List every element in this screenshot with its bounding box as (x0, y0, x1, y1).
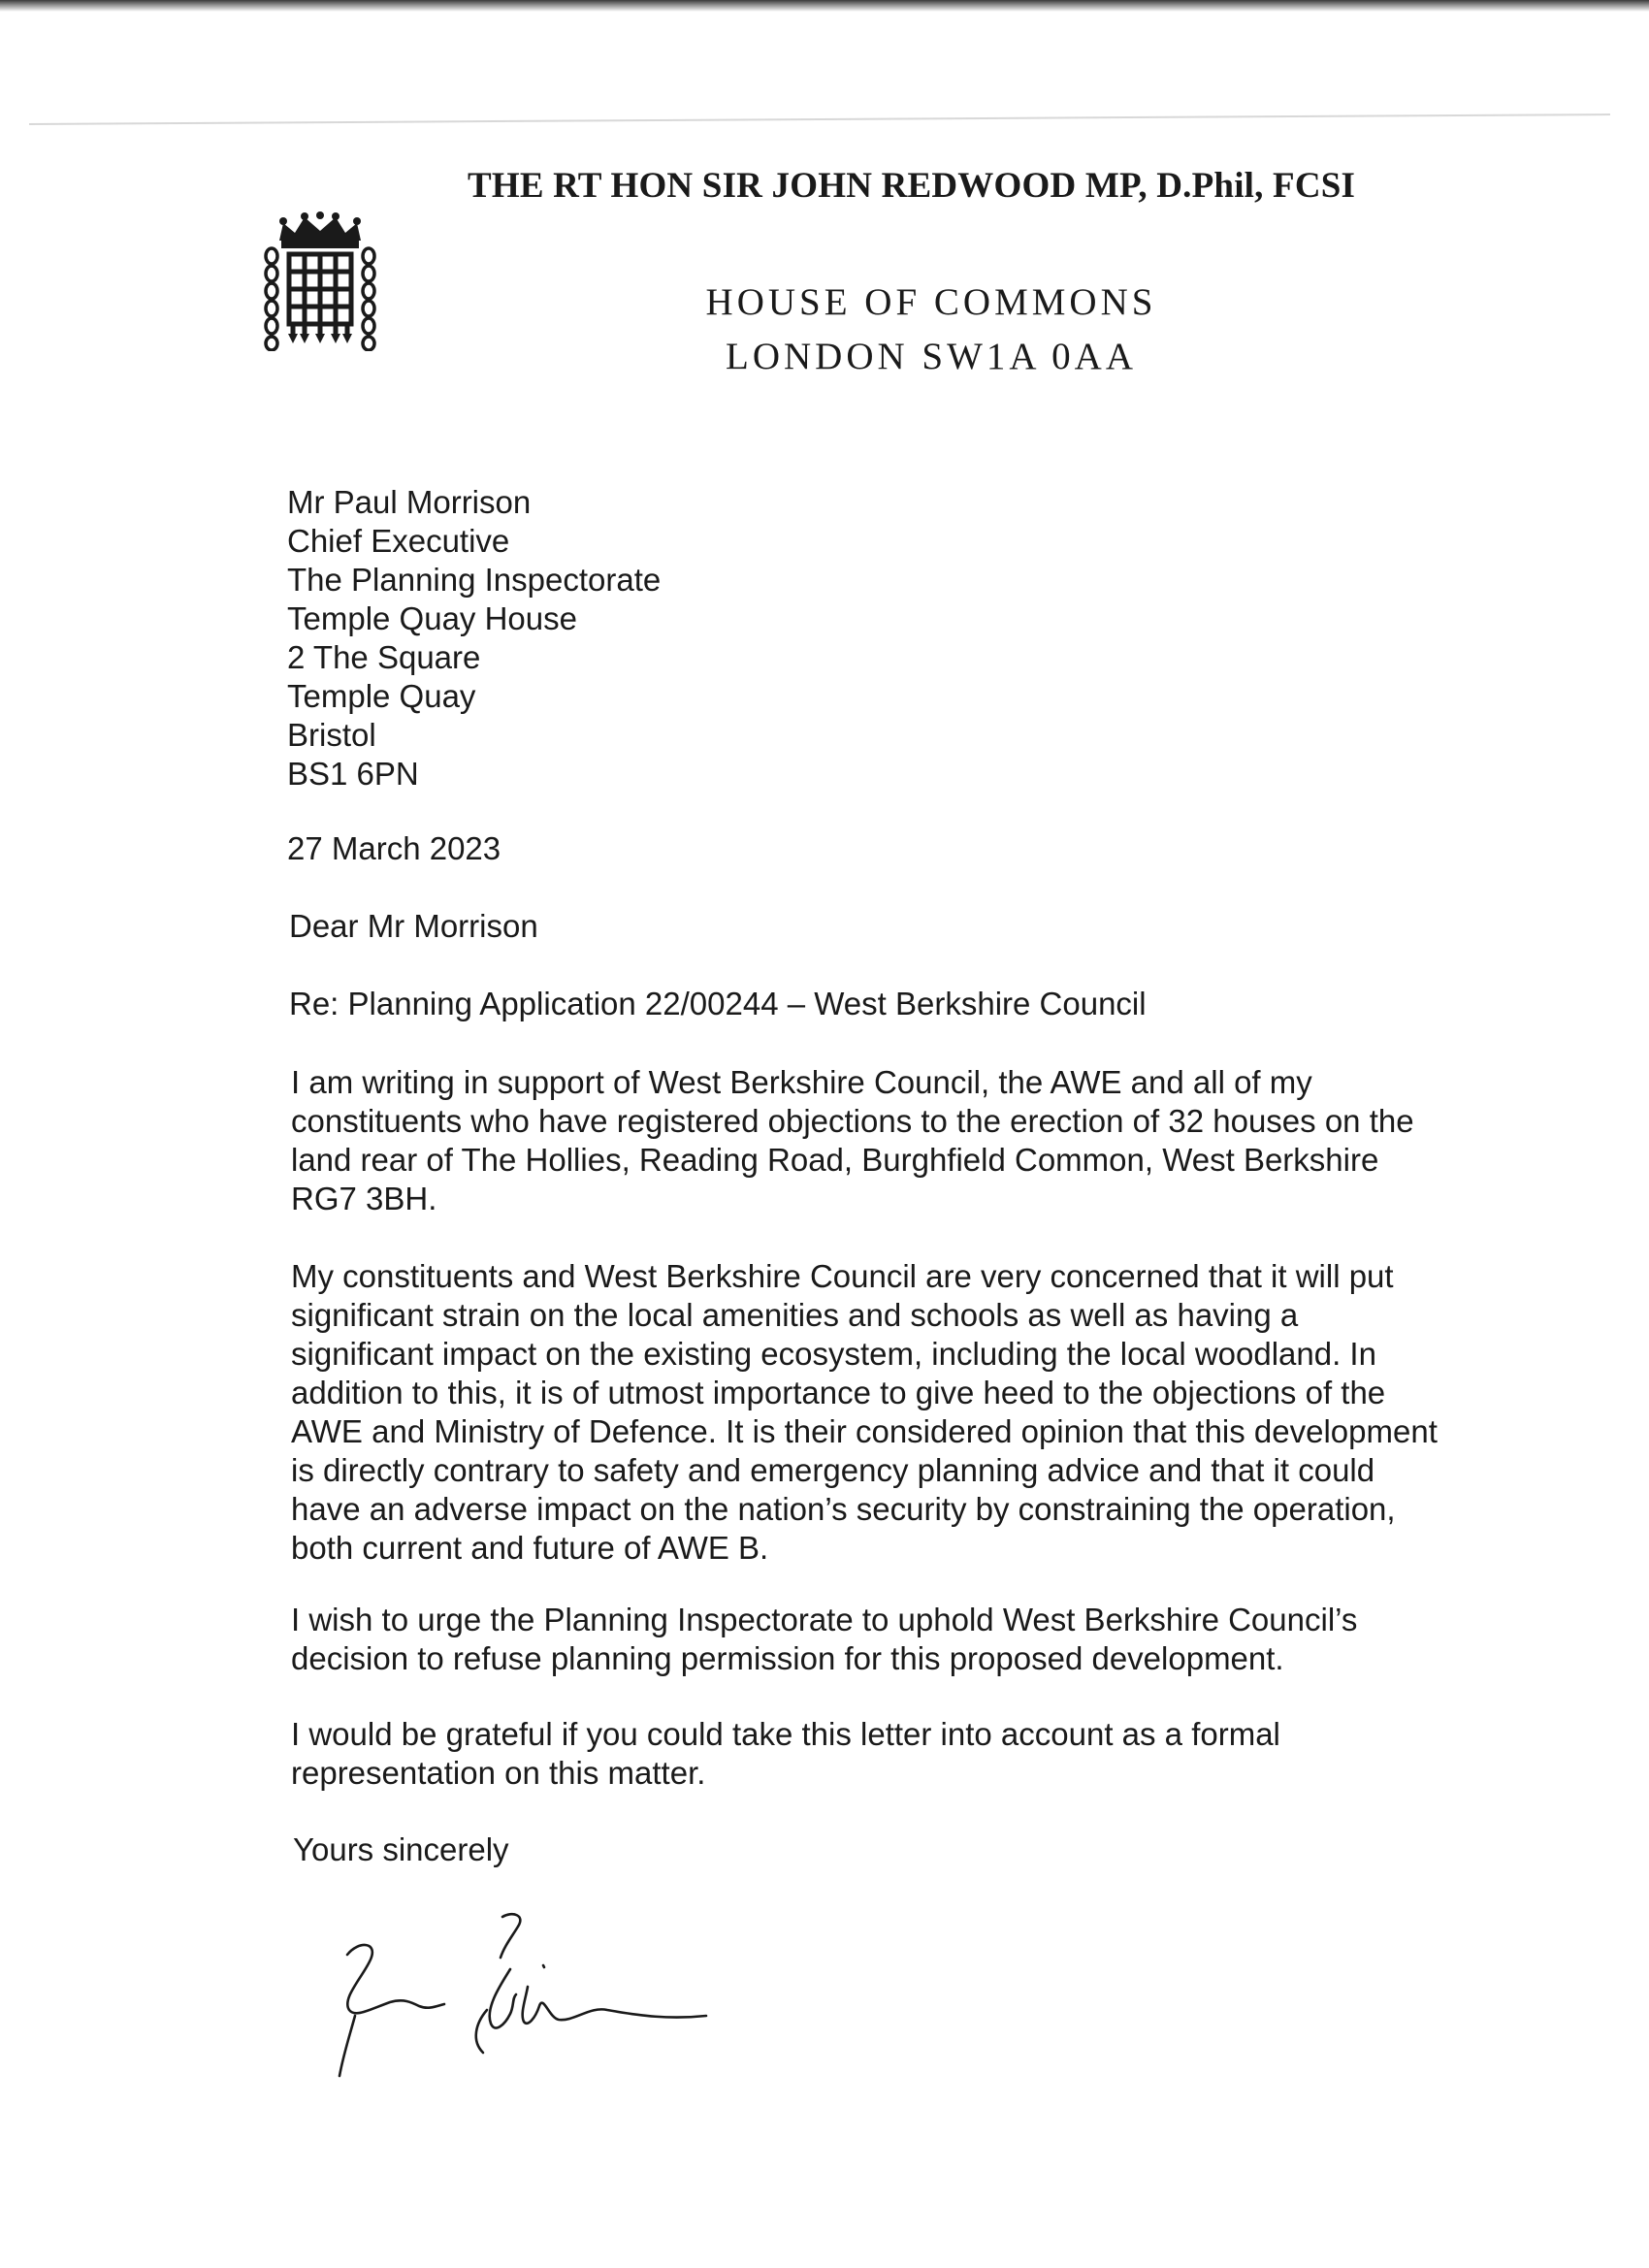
recipient-line: 2 The Square (287, 639, 481, 675)
recipient-line: Temple Quay (287, 678, 476, 714)
paragraph-line: decision to refuse planning permission for this proposed development. (291, 1640, 1284, 1676)
recipient-address (287, 483, 661, 794)
body-paragraph (291, 1063, 1533, 1218)
paragraph-line: have an adverse impact on the nation’s security by constraining the operation, (291, 1491, 1396, 1527)
paragraph-line: constituents who have registered objections to the erection of 32 houses on the (291, 1103, 1414, 1139)
paragraph-line: land rear of The Hollies, Reading Road, Burghfield Common, West Berkshire (291, 1142, 1379, 1178)
paragraph-line: My constituents and West Berkshire Council are very concerned that it will put (291, 1258, 1394, 1294)
letter-date: 27 March 2023 (287, 830, 501, 866)
paragraph-line: representation on this matter. (291, 1755, 706, 1791)
body-paragraph (291, 1715, 1533, 1793)
body-paragraph (291, 1601, 1533, 1678)
paragraph-line: I am writing in support of West Berkshire Council, the AWE and all of my (291, 1064, 1312, 1100)
salutation: Dear Mr Morrison (289, 908, 538, 944)
paragraph-line: both current and future of AWE B. (291, 1530, 769, 1566)
letterhead-name: THE RT HON SIR JOHN REDWOOD MP, D.Phil, FCSI (468, 166, 1356, 206)
recipient-line: BS1 6PN (287, 756, 419, 792)
scan-artifact-line (29, 113, 1610, 125)
letterhead-address (669, 275, 1193, 384)
recipient-line: Chief Executive (287, 523, 510, 559)
subject-line: Re: Planning Application 22/00244 – West Berkshire Council (289, 986, 1147, 1021)
portcullis-icon (289, 254, 351, 336)
paragraph-line: AWE and Ministry of Defence. It is their considered opinion that this development (291, 1413, 1438, 1449)
handwritten-signature (320, 1901, 728, 2115)
crown-icon (279, 211, 361, 248)
address-line: HOUSE OF COMMONS (705, 281, 1157, 323)
scan-edge (0, 0, 1649, 12)
paragraph-line: is directly contrary to safety and emergency planning advice and that it could (291, 1452, 1375, 1488)
recipient-line: Bristol (287, 717, 376, 753)
portcullis-crest-icon (260, 211, 380, 351)
paragraph-line: significant strain on the local amenities and schools as well as having a (291, 1297, 1299, 1333)
recipient-line: The Planning Inspectorate (287, 562, 662, 598)
body-paragraph (291, 1257, 1533, 1568)
recipient-line: Mr Paul Morrison (287, 484, 532, 520)
recipient-line: Temple Quay House (287, 600, 577, 636)
address-line: LONDON SW1A 0AA (726, 336, 1137, 377)
paragraph-line: addition to this, it is of utmost importance to give heed to the objections of the (291, 1375, 1386, 1410)
paragraph-line: I wish to urge the Planning Inspectorate to uphold West Berkshire Council’s (291, 1602, 1358, 1637)
paragraph-line: I would be grateful if you could take this letter into account as a formal (291, 1716, 1280, 1752)
closing: Yours sincerely (293, 1831, 509, 1867)
paragraph-line: RG7 3BH. (291, 1181, 437, 1216)
paragraph-line: significant impact on the existing ecosystem, including the local woodland. In (291, 1336, 1376, 1372)
